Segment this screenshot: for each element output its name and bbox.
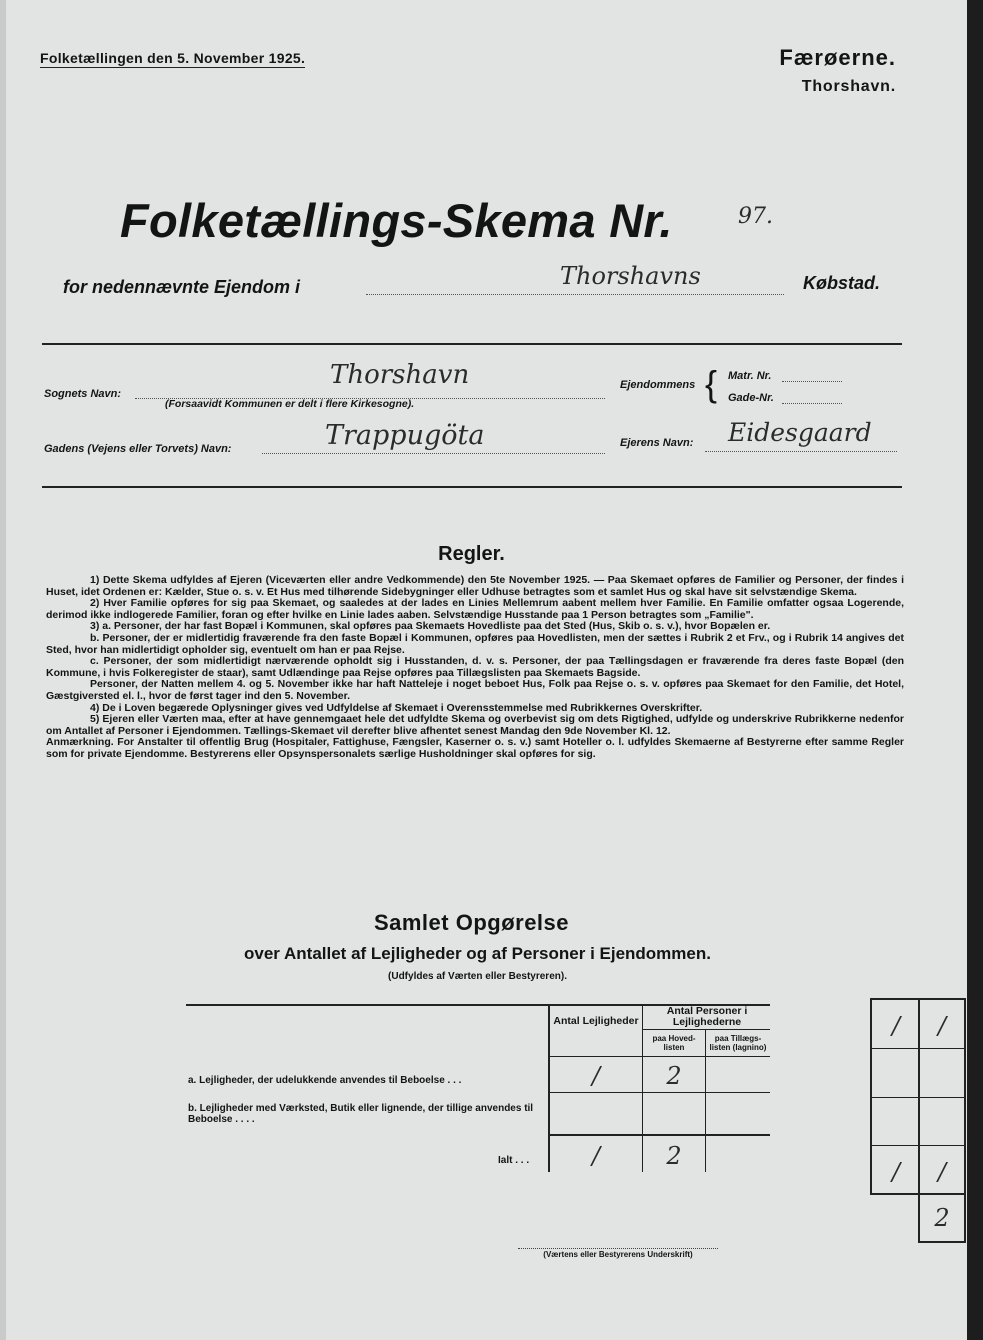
street-field-line <box>262 453 605 454</box>
table-col-1-line <box>548 1004 550 1172</box>
divider-fields <box>42 486 902 488</box>
rule-3a: 3) a. Personer, der har fast Bopæl i Kommunen, skal opføres paa Skemaets Hovedliste paa det Sted (Hus, Skib o. s. v.), hvor Bopælen er. <box>90 620 771 633</box>
summary-subtitle: over Antallet af Lejligheder og af Personer i Ejendommen. <box>244 944 711 963</box>
gade-label: Gade-Nr. <box>728 392 774 404</box>
parish-note: (Forsaavidt Kommunen er delt i flere Kirkesogne). <box>165 398 415 410</box>
total-label: Ialt . . . <box>498 1155 530 1166</box>
tally-bottom-line <box>918 1241 966 1243</box>
row-a-dwellings-value: / <box>591 1062 601 1090</box>
rule-2: 2) Hver Familie opføres for sig paa Skemaet, og saaledes at der lades en Linies Mellemrum aabent mellem hver Familie. En Familie omfatter ogsaa Logerende, derimod ikke indlogerede Familier, foran og efter hvilke en Linie lades aaben. Selvstændige Husstande paa 1 Person betragtes som „Familie". <box>46 597 904 621</box>
table-row-b-rule <box>548 1134 770 1136</box>
owner-field-line <box>705 451 897 452</box>
tally-right-line <box>964 998 966 1242</box>
row-b-label: b. Lejligheder med Værksted, Butik eller lignende, der tillige anvendes til Beboelse . . . . <box>188 1103 534 1125</box>
tally-r5c2: 2 <box>934 1204 950 1232</box>
tally-r1c2: / <box>937 1012 947 1040</box>
tally-r3c1: / <box>891 1158 901 1186</box>
signature-label: (Værtens eller Bestyrerens Underskrift) <box>518 1248 718 1259</box>
tally-r3c2: / <box>937 1158 947 1186</box>
town-field-line <box>366 294 784 295</box>
property-label: Ejendommens <box>620 379 696 391</box>
form-subtitle: for nedennævnte Ejendom i <box>63 277 301 297</box>
col-persons-header: Antal Personer i Lejlighederne <box>666 1005 748 1028</box>
total-main-value: 2 <box>666 1142 682 1170</box>
matr-field-line <box>782 381 842 382</box>
rules-body <box>46 575 904 761</box>
table-persons-rule <box>642 1029 770 1030</box>
table-header-rule <box>548 1056 770 1057</box>
table-row-a-rule <box>548 1092 770 1093</box>
town-value: Thorshavns <box>560 262 701 290</box>
form-number-value: 97. <box>738 204 773 229</box>
summary-title: Samlet Opgørelse <box>373 910 570 935</box>
rule-3d: Personer, der Natten mellem 4. og 5. November ikke har haft Natteleje i noget beboet Hus, Folk paa Rejse o. s. v. opføres paa Skemaet for den Familie, det Hotel, Gæstgiversted el. l., hvor de først tager ind den 5. November. <box>46 678 904 702</box>
divider-top <box>42 343 902 345</box>
country-label: Færøerne. <box>779 45 896 70</box>
matr-label: Matr. Nr. <box>728 370 772 382</box>
rule-1: 1) Dette Skema udfyldes af Ejeren (Viceværten eller andre Vedkommende) den 5te November 1925. — Paa Skemaet opføres de Familier og Personer, der findes i Huset, idet Ordenen er: Kælder, Stue o. s. v. Et Hus med tilhørende Sidebygninger eller Udhuse betragtes som et samlet Hus og skal have sit selvstændige Skema. <box>46 574 904 598</box>
scan-edge-left <box>0 0 6 1340</box>
brace-icon: { <box>705 363 718 404</box>
rule-4: 4) De i Loven begærede Oplysninger gives ved Udfyldelse af Skemaet i Overensstemmelse med Rubrikkernes Overskrifter. <box>90 701 703 714</box>
owner-value: Eidesgaard <box>728 418 872 447</box>
town-type-label: Købstad. <box>802 273 880 293</box>
rule-3b: b. Personer, der er midlertidig fraværende fra den faste Bopæl i Kommunen, opføres paa Hovedlisten, men der sættes i Rubrik 2 et Frv., og i Rubrik 14 angives det Sted, hvor han midlertidigt opholder sig, eventuelt om han er paa Rejse. <box>46 631 904 656</box>
scan-edge-right <box>967 0 983 1340</box>
rule-3c: c. Personer, der som midlertidigt nærværende opholdt sig i Husstanden, d. v. s. Personer, der paa Tællingsdagen er fraværende fra deres faste Bopæl (den Kommune, i hvis Folkeregister de staar), samt Udlændinge paa Rejse opføres paa Tillægslisten paa Skemaets Bagside. <box>46 655 904 679</box>
owner-label: Ejerens Navn: <box>620 437 694 449</box>
census-date: Folketællingen den 5. November 1925. <box>40 50 306 66</box>
col-supp-header: paa Tillægs-listen (lagnino) <box>709 1034 767 1052</box>
parish-value: Thorshavn <box>330 360 470 390</box>
col-main-header: paa Hoved-listen <box>652 1034 696 1052</box>
rule-5: 5) Ejeren eller Værten maa, efter at have gennemgaaet hele det udfyldte Skema og overbevist sig om dets Rigtighed, udfylde og underskrive Rubrikkerne nedenfor om Antallet af Personer i Ejendommen. Tællings-Skemaet vil derefter blive afhentet senest Mandag den 9de November Kl. 12. <box>46 713 904 737</box>
summary-note: (Udfyldes af Værten eller Bestyreren). <box>388 971 567 982</box>
street-label: Gadens (Vejens eller Torvets) Navn: <box>44 443 232 455</box>
rule-note: Anmærkning. For Anstalter til offentlig Brug (Hospitaler, Fattighuse, Fængsler, Kaserner o. s. v.) samt Hoteller o. l. udfyldes Skemaerne af Bestyrerne efter samme Regler som for private Ejendomme. Bestyrerens eller Opsynspersonalets særlige Husholdninger skal opføres for sig. <box>46 736 904 760</box>
col-dwellings-header: Antal Lejligheder <box>553 1015 639 1027</box>
row-a-label: a. Lejligheder, der udelukkende anvendes til Beboelse . . . <box>188 1075 462 1086</box>
row-a-main-value: 2 <box>666 1062 682 1090</box>
city-label: Thorshavn. <box>801 78 896 95</box>
form-title: Folketællings-Skema Nr. <box>120 194 673 247</box>
table-col-3-line <box>705 1030 706 1172</box>
total-dwellings-value: / <box>591 1142 601 1170</box>
tally-r1c1: / <box>891 1012 901 1040</box>
table-col-2-line <box>642 1004 643 1172</box>
rules-title: Regler. <box>438 543 505 565</box>
parish-label: Sognets Navn: <box>44 388 122 400</box>
street-value: Trappugöta <box>325 420 485 451</box>
gade-field-line <box>782 403 842 404</box>
tally-left-line <box>870 998 872 1194</box>
